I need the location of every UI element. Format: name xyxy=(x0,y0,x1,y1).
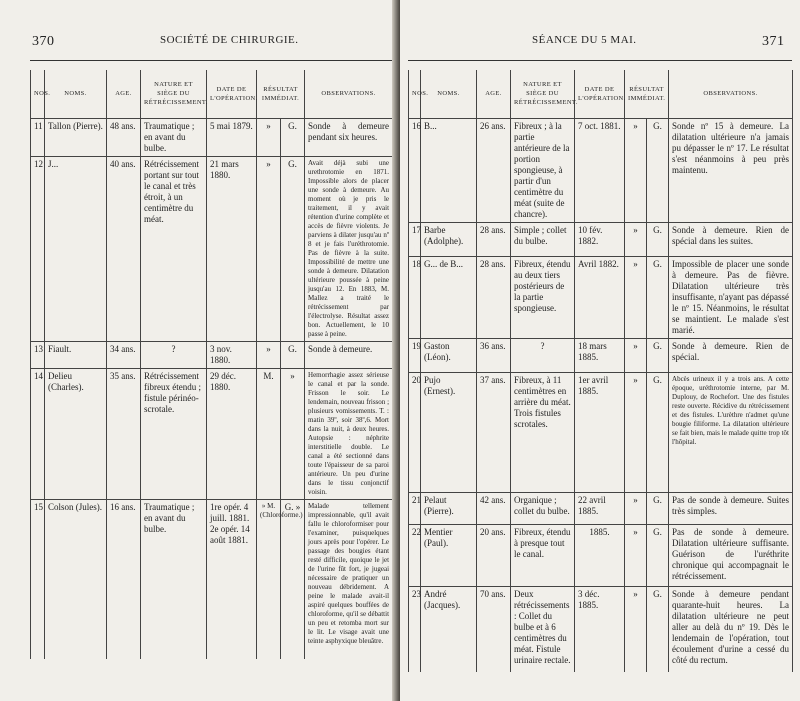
row-result-1: » xyxy=(625,222,647,256)
row-result-2: G. xyxy=(647,222,669,256)
row-result-1: » M. (Chloroforme.) xyxy=(257,499,281,659)
row-result-2: G. xyxy=(647,338,669,372)
col-header-nom: NOMS. xyxy=(45,70,107,118)
row-num: 16 xyxy=(409,118,421,222)
row-nature: Fibreux ; à la partie antérieure de la portion spongieuse, à partir d'un centimètre du méat (suite de chancre). xyxy=(511,118,575,222)
row-observations: Sonde à demeure. Rien de spécial dans les suites. xyxy=(669,222,793,256)
table-row xyxy=(31,499,393,659)
row-nature: Simple ; collet du bulbe. xyxy=(511,222,575,256)
row-observations: Pas de sonde à demeure. Suites très simples. xyxy=(669,492,793,524)
col-header-resultat: RÉSULTAT IMMÉDIAT. xyxy=(625,70,669,118)
table-row xyxy=(31,156,393,341)
table-row xyxy=(409,372,793,492)
right-header-rule xyxy=(408,60,792,61)
row-num: 12 xyxy=(31,156,45,341)
row-nature: Fibreux, étendu à presque tout le canal. xyxy=(511,524,575,586)
table-row xyxy=(31,341,393,368)
row-nature: Traumatique ; en avant du bulbe. xyxy=(141,499,207,659)
row-nature: Fibreux, étendu au deux tiers postérieurs de la partie spongieuse. xyxy=(511,256,575,338)
row-date: 3 déc. 1885. xyxy=(575,586,625,672)
row-result-2: G. xyxy=(647,524,669,586)
row-result-2: G. xyxy=(647,372,669,492)
row-date: 1885. xyxy=(575,524,625,586)
row-age: 26 ans. xyxy=(477,118,511,222)
left-page-number: 370 xyxy=(32,34,55,49)
col-header-date: DATE DE L'OPÉRATION. xyxy=(575,70,625,118)
row-nom: B... xyxy=(421,118,477,222)
table-row xyxy=(409,118,793,222)
row-age: 37 ans. xyxy=(477,372,511,492)
row-result-1: » xyxy=(257,341,281,368)
row-num: 18 xyxy=(409,256,421,338)
col-header-resultat: RÉSULTAT IMMÉDIAT. xyxy=(257,70,305,118)
col-header-nature: NATURE ET SIÈGE DU RÉTRÉCISSEMENT. xyxy=(511,70,575,118)
row-observations: Hemorrhagie assez sérieuse le canal et par la sonde. Frisson le soir. Le lendemain, nouveau frisson ; plusieurs vomissements. T. : matin 39º, soir 38º,6. Mort dans la nuit, à deux heures. Autopsie : néphrite interstitielle double. Le canal a été sectionné dans toute l'épaisseur de sa paroi antérieure. Un peu d'urine dans le tissu conjonctif voisin. xyxy=(305,368,393,499)
row-result-1: » xyxy=(625,492,647,524)
row-num: 13 xyxy=(31,341,45,368)
col-header-nature: NATURE ET SIÈGE DU RÉTRÉCISSEMENT. xyxy=(141,70,207,118)
col-header-age: AGE. xyxy=(477,70,511,118)
row-result-2: » xyxy=(281,368,305,499)
row-date: 10 fév. 1882. xyxy=(575,222,625,256)
row-nature: Fibreux, à 11 centimètres en arrière du méat. Trois fistules scrotales. xyxy=(511,372,575,492)
row-date: 21 mars 1880. xyxy=(207,156,257,341)
row-result-2: G. xyxy=(647,256,669,338)
row-observations: Pas de sonde à demeure. Dilatation ultérieure suffisante. Guérison de l'uréthrite chronique qui accompagnait le rétrécissement. xyxy=(669,524,793,586)
row-date: 1er avril 1885. xyxy=(575,372,625,492)
row-date: 5 mai 1879. xyxy=(207,118,257,156)
row-nom: André (Jacques). xyxy=(421,586,477,672)
table-row xyxy=(409,524,793,586)
row-nom: Tallon (Pierre). xyxy=(45,118,107,156)
row-nom: Fiault. xyxy=(45,341,107,368)
row-date: 18 mars 1885. xyxy=(575,338,625,372)
row-age: 36 ans. xyxy=(477,338,511,372)
col-header-num: NOS. xyxy=(31,70,45,118)
row-nature: ? xyxy=(141,341,207,368)
row-nom: Delieu (Charles). xyxy=(45,368,107,499)
col-header-nom: NOMS. xyxy=(421,70,477,118)
row-date: 7 oct. 1881. xyxy=(575,118,625,222)
row-result-1: » xyxy=(625,256,647,338)
table-row xyxy=(409,586,793,672)
row-date: 1re opér. 4 juill. 1881. 2e opér. 14 août 1881. xyxy=(207,499,257,659)
row-observations: Sonde à demeure. Rien de spécial. xyxy=(669,338,793,372)
row-age: 28 ans. xyxy=(477,256,511,338)
row-observations: Impossible de placer une sonde à demeure. Pas de fièvre. Dilatation ultérieure très insuffisante, n'ayant pas dépassé le nº 15. Néanmoins, le résultat se maintient. Le malade s'est marié. xyxy=(669,256,793,338)
table-row xyxy=(31,118,393,156)
row-nom: Mentier (Paul). xyxy=(421,524,477,586)
row-result-2: G. xyxy=(647,492,669,524)
left-page xyxy=(0,0,396,701)
row-result-2: G. xyxy=(647,586,669,672)
row-nature: Organique ; collet du bulbe. xyxy=(511,492,575,524)
row-date: 22 avril 1885. xyxy=(575,492,625,524)
row-result-1: » xyxy=(257,156,281,341)
row-age: 48 ans. xyxy=(107,118,141,156)
row-observations: Sonde à demeure pendant six heures. xyxy=(305,118,393,156)
row-num: 22 xyxy=(409,524,421,586)
row-result-2: G. xyxy=(647,118,669,222)
row-observations: Avait déjà subi une urethrotomie en 1871. Impossible alors de placer une sonde à demeure. Au moment où je pris le traitement, il y avait rétention d'urine complète et accès de fièvre violents. Je parviens à dilater jusqu'au nº 8 et je fais l'uréthrotomie. Pas de fièvre à la suite. Impossibilité de mettre une sonde à demeure. Dilatation ultérieure poussée à peine jusqu'au 12. En 1883, M. Mallez a traité le rétrécissement par l'électrolyse. Résultat assez bon. Actuellement, le 10 passe à peine. xyxy=(305,156,393,341)
row-result-2: G. xyxy=(281,156,305,341)
row-result-2: G. xyxy=(281,118,305,156)
row-result-1: » xyxy=(625,118,647,222)
col-header-date: DATE DE L'OPÉRATION. xyxy=(207,70,257,118)
right-running-title: SÉANCE DU 5 MAI. xyxy=(532,34,637,46)
row-observations: Sonde nº 15 à demeure. La dilatation ultérieure n'a jamais pu dépasser le nº 17. Le résultat s'est néanmoins à peu près maintenu. xyxy=(669,118,793,222)
row-age: 42 ans. xyxy=(477,492,511,524)
table-row xyxy=(31,368,393,499)
right-page-number: 371 xyxy=(762,34,785,49)
row-nom: Barbe (Adolphe). xyxy=(421,222,477,256)
row-result-1: » xyxy=(625,586,647,672)
row-result-1: » xyxy=(625,338,647,372)
table-row xyxy=(409,256,793,338)
row-result-1: » xyxy=(625,524,647,586)
row-age: 20 ans. xyxy=(477,524,511,586)
row-age: 28 ans. xyxy=(477,222,511,256)
row-nature: Traumatique ; en avant du bulbe. xyxy=(141,118,207,156)
col-header-observations: OBSERVATIONS. xyxy=(305,70,393,118)
row-nature: ? xyxy=(511,338,575,372)
table-row xyxy=(409,492,793,524)
left-table xyxy=(30,70,393,659)
row-nom: G... de B... xyxy=(421,256,477,338)
col-header-observations: OBSERVATIONS. xyxy=(669,70,793,118)
row-result-2: G. xyxy=(281,341,305,368)
row-num: 15 xyxy=(31,499,45,659)
row-result-1: M. xyxy=(257,368,281,499)
row-result-2: G. » xyxy=(281,499,305,659)
row-age: 35 ans. xyxy=(107,368,141,499)
left-running-title: SOCIÉTÉ DE CHIRURGIE. xyxy=(160,34,299,46)
row-date: 3 nov. 1880. xyxy=(207,341,257,368)
right-table xyxy=(408,70,793,672)
row-observations: Malade tellement impressionnable, qu'il avait fallu le chloroformiser pour l'examiner, puisquelques jours après pour l'opérer. Le passage des bougies étant resté difficile, quoique le jet de l'urine fût fort, je jugeai nécessaire de pratiquer un nouveau débridement. A peine le malade avait-il aspiré quelques bouffées de chloroforme, qu'il se débattit un peu et retomba mort sur le lit. Le visage avait une teinte asphyxique bleuâtre. xyxy=(305,499,393,659)
col-header-age: AGE. xyxy=(107,70,141,118)
row-nom: Pelaut (Pierre). xyxy=(421,492,477,524)
row-num: 11 xyxy=(31,118,45,156)
right-page xyxy=(400,0,800,701)
row-observations: Sonde à demeure. xyxy=(305,341,393,368)
row-num: 20 xyxy=(409,372,421,492)
row-result-1: » xyxy=(257,118,281,156)
row-observations: Sonde à demeure pendant quarante-huit heures. La dilatation ultérieure ne peut aller au delà du nº 19. Dès le lendemain de l'opération, tout écoulement d'urine a cessé du côté du rectum. xyxy=(669,586,793,672)
row-date: 29 déc. 1880. xyxy=(207,368,257,499)
row-age: 70 ans. xyxy=(477,586,511,672)
left-header-rule xyxy=(30,60,392,61)
col-header-num: NOS. xyxy=(409,70,421,118)
row-observations: Abcès urineux il y a trois ans. A cette époque, uréthrotomie interne, par M. Duplouy, de Rochefort. Une des fistules reste ouverte. Récidive du rétrécissement et des fistules. L'urèthre n'admet qu'une bougie filiforme. La dilatation ultérieure se fait bien, mais le malade quitte trop tôt l'hôpital. xyxy=(669,372,793,492)
row-nom: J... xyxy=(45,156,107,341)
row-num: 17 xyxy=(409,222,421,256)
row-nature: Rétrécissement fibreux étendu ; fistule périnéo-scrotale. xyxy=(141,368,207,499)
row-nom: Pujo (Ernest). xyxy=(421,372,477,492)
row-age: 34 ans. xyxy=(107,341,141,368)
row-nom: Gaston (Léon). xyxy=(421,338,477,372)
row-result-1: » xyxy=(625,372,647,492)
table-row xyxy=(409,222,793,256)
row-num: 21 xyxy=(409,492,421,524)
row-nature: Deux rétrécissements : Collet du bulbe et à 6 centimètres du méat. Fistule urinaire rectale. xyxy=(511,586,575,672)
table-row xyxy=(409,338,793,372)
row-num: 14 xyxy=(31,368,45,499)
row-age: 40 ans. xyxy=(107,156,141,341)
row-nom: Colson (Jules). xyxy=(45,499,107,659)
row-date: Avril 1882. xyxy=(575,256,625,338)
row-nature: Rétrécissement portant sur tout le canal et très étroit, à un centimètre du méat. xyxy=(141,156,207,341)
row-num: 19 xyxy=(409,338,421,372)
row-num: 23 xyxy=(409,586,421,672)
row-age: 16 ans. xyxy=(107,499,141,659)
